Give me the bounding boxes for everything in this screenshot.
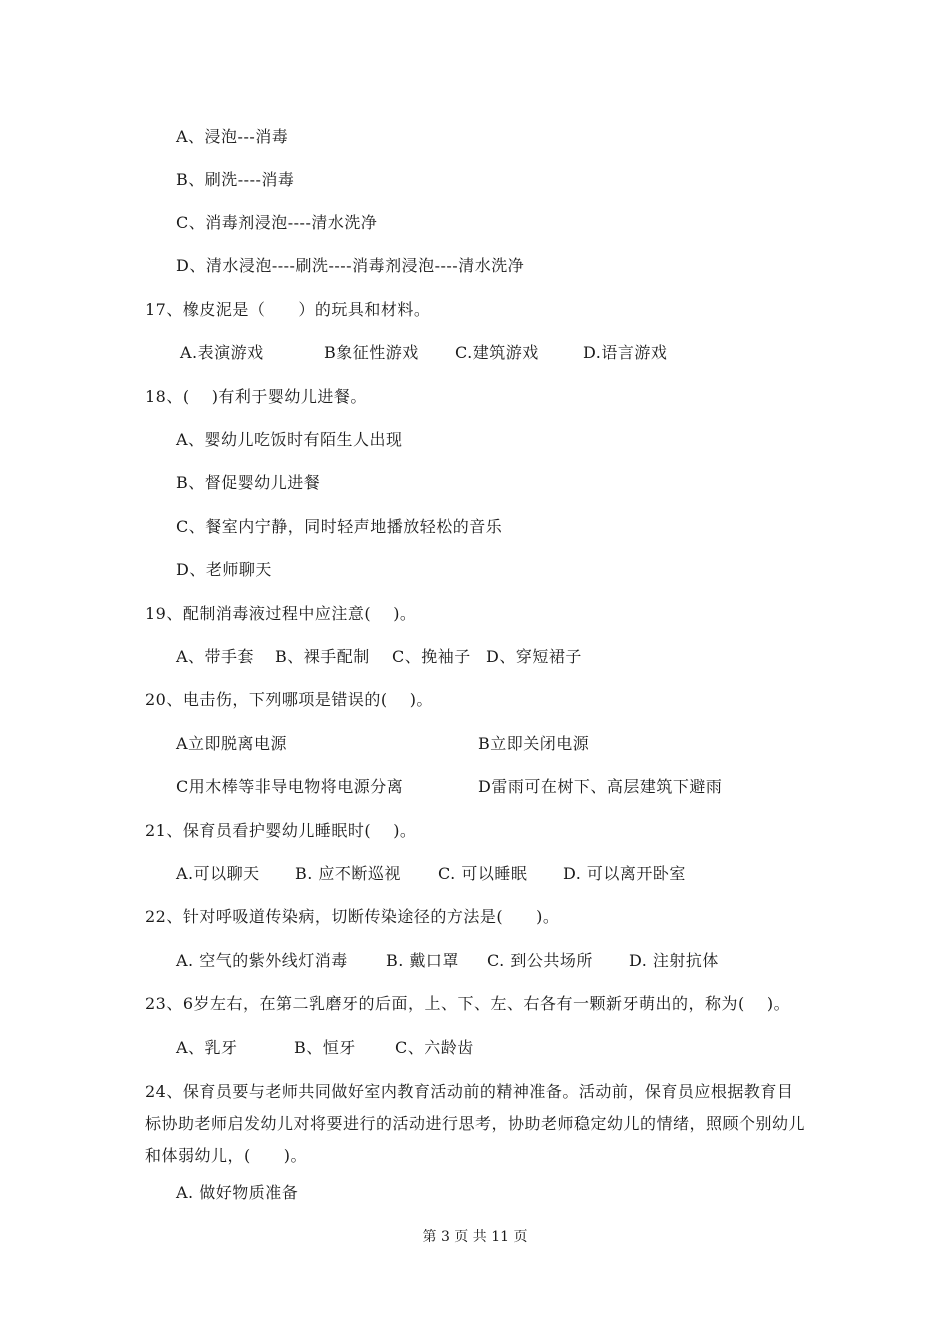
option-19a: A、带手套 xyxy=(176,647,255,666)
question-23: 23、6岁左右，在第二乳磨牙的后面，上、下、左、右各有一颗新牙萌出的，称为( )。 xyxy=(145,994,791,1013)
option-18d: D、老师聊天 xyxy=(176,560,272,579)
option-20a: A立即脱离电源 xyxy=(176,734,288,753)
option-18a: A、婴幼儿吃饭时有陌生人出现 xyxy=(176,430,403,449)
question-21: 21、保育员看护婴幼儿睡眠时( )。 xyxy=(145,821,417,840)
option-16c: C、消毒剂浸泡----清水洗净 xyxy=(176,213,378,232)
option-22b: B. 戴口罩 xyxy=(386,951,459,970)
option-18b: B、督促婴幼儿进餐 xyxy=(176,473,321,492)
option-21d: D. 可以离开卧室 xyxy=(563,864,686,883)
option-22c: C. 到公共场所 xyxy=(487,951,593,970)
option-21c: C. 可以睡眠 xyxy=(438,864,528,883)
option-23c: C、六龄齿 xyxy=(395,1038,474,1057)
option-20d: D雷雨可在树下、高层建筑下避雨 xyxy=(478,777,723,796)
option-19d: D、穿短裙子 xyxy=(486,647,582,666)
option-16b: B、刷洗----消毒 xyxy=(176,170,295,189)
option-19b: B、裸手配制 xyxy=(275,647,370,666)
option-19c: C、挽袖子 xyxy=(392,647,471,666)
option-17a: A.表演游戏 xyxy=(180,343,264,362)
option-16d: D、清水浸泡----刷洗----消毒剂浸泡----清水洗净 xyxy=(176,256,525,275)
option-16a: A、浸泡---消毒 xyxy=(176,127,289,146)
page-footer: 第 3 页 共 11 页 xyxy=(422,1229,528,1245)
option-22d: D. 注射抗体 xyxy=(629,951,719,970)
question-20: 20、电击伤，下列哪项是错误的( )。 xyxy=(145,690,433,709)
option-23a: A、乳牙 xyxy=(176,1038,238,1057)
option-20c: C用木棒等非导电物将电源分离 xyxy=(176,777,404,796)
question-22: 22、针对呼吸道传染病，切断传染途径的方法是( )。 xyxy=(145,907,560,926)
question-19: 19、配制消毒液过程中应注意( )。 xyxy=(145,604,417,623)
question-24: 24、保育员要与老师共同做好室内教育活动前的精神准备。活动前，保育员应根据教育目标协助老师启发幼儿对将要进行的活动进行思考，协助老师稳定幼儿的情绪，照顾个别幼儿和体弱幼儿，( )。 xyxy=(145,1082,806,1165)
option-18c: C、餐室内宁静，同时轻声地播放轻松的音乐 xyxy=(176,517,503,536)
option-23b: B、恒牙 xyxy=(294,1038,356,1057)
option-24a: A. 做好物质准备 xyxy=(176,1183,299,1202)
option-17d: D.语言游戏 xyxy=(583,343,668,362)
option-22a: A. 空气的紫外线灯消毒 xyxy=(176,951,348,970)
option-21b: B. 应不断巡视 xyxy=(295,864,401,883)
option-17c: C.建筑游戏 xyxy=(455,343,539,362)
option-20b: B立即关闭电源 xyxy=(478,734,590,753)
option-17b: B象征性游戏 xyxy=(324,343,419,362)
question-18: 18、( )有利于婴幼儿进餐。 xyxy=(145,387,367,406)
option-21a: A.可以聊天 xyxy=(176,864,260,883)
question-17: 17、橡皮泥是（ ）的玩具和材料。 xyxy=(145,300,431,319)
